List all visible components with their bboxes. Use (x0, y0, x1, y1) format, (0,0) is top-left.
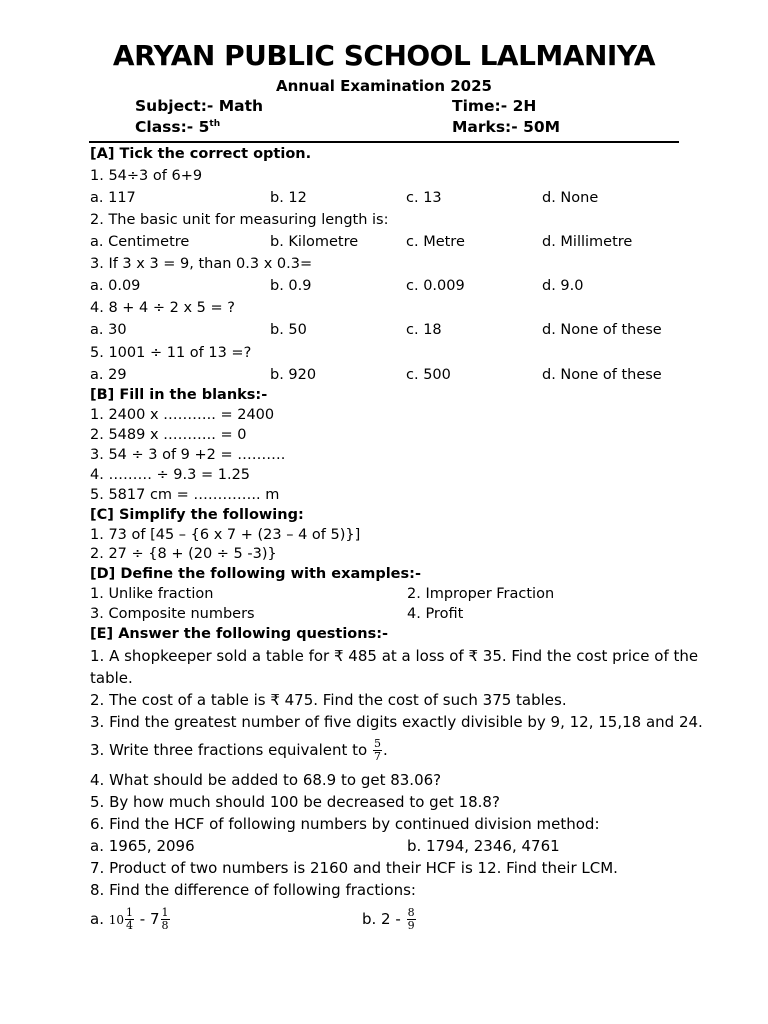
fraction-one-quarter (125, 907, 134, 932)
question-e3-fractions-text: 3. Write three fractions equivalent to (90, 741, 372, 759)
option-a5-b: b. 920 (270, 367, 317, 383)
option-a5-d: d. None of these (542, 367, 662, 383)
header-divider (89, 141, 679, 143)
blank-item-5: 5. 5817 cm = ………….. m (90, 487, 280, 503)
fraction-denominator: 8 (161, 919, 169, 932)
question-e8-a-minus: - 7 (135, 910, 160, 928)
subject-label: Subject:- Math (135, 97, 264, 115)
class-label (135, 117, 220, 137)
option-a1-d: d. None (542, 190, 599, 206)
mixed-whole-10: 10 (108, 913, 125, 927)
option-a1-b: b. 12 (270, 190, 307, 206)
marks-label: Marks:- 50M (452, 118, 561, 136)
class-text: Class:- 5 (135, 118, 210, 136)
question-e3-period: . (382, 741, 388, 759)
question-a5: 5. 1001 ÷ 11 of 13 =? (90, 345, 252, 361)
question-e3-fractions (90, 732, 388, 768)
option-a5-c: c. 500 (406, 367, 451, 383)
option-a4-d: d. None of these (542, 322, 662, 338)
option-a3-c: c. 0.009 (406, 278, 465, 294)
section-e-heading: [E] Answer the following questions:- (90, 626, 389, 642)
section-a-heading: [A] Tick the correct option. (90, 146, 312, 162)
option-a4-b: b. 50 (270, 322, 307, 338)
question-e1-line2: table. (90, 669, 133, 687)
question-a1: 1. 54÷3 of 6+9 (90, 168, 203, 184)
question-a3: 3. If 3 x 3 = 9, than 0.3 x 0.3= (90, 256, 313, 272)
question-e6-a: a. 1965, 2096 (90, 837, 195, 855)
question-e3: 3. Find the greatest number of five digits exactly divisible by 9, 12, 15,18 and 24. (90, 713, 703, 731)
blank-item-3: 3. 54 ÷ 3 of 9 +2 = ………. (90, 447, 286, 463)
question-a4: 4. 8 + 4 ÷ 2 x 5 = ? (90, 300, 235, 316)
option-a3-b: b. 0.9 (270, 278, 312, 294)
option-a1-a: a. 117 (90, 190, 136, 206)
option-a2-b: b. Kilometre (270, 234, 359, 250)
question-e8-b-prefix: b. 2 - (362, 910, 406, 928)
define-item-4: 4. Profit (407, 606, 464, 622)
section-d-heading: [D] Define the following with examples:- (90, 566, 421, 582)
fraction-eight-ninths (407, 907, 416, 932)
section-c-heading: [C] Simplify the following: (90, 507, 304, 523)
fraction-denominator: 9 (407, 919, 415, 932)
option-a2-a: a. Centimetre (90, 234, 190, 250)
option-a3-d: d. 9.0 (542, 278, 584, 294)
simplify-item-2: 2. 27 ÷ {8 + (20 ÷ 5 -3)} (90, 546, 277, 562)
option-a5-a: a. 29 (90, 367, 127, 383)
define-item-1: 1. Unlike fraction (90, 586, 214, 602)
option-a2-c: c. Metre (406, 234, 465, 250)
option-a1-c: c. 13 (406, 190, 442, 206)
fraction-denominator: 4 (126, 919, 134, 932)
question-e6: 6. Find the HCF of following numbers by continued division method: (90, 815, 600, 833)
blank-item-2: 2. 5489 x ……….. = 0 (90, 427, 247, 443)
question-e8-a (90, 900, 171, 939)
fraction-denominator: 7 (373, 750, 381, 763)
option-a3-a: a. 0.09 (90, 278, 141, 294)
exam-title: Annual Examination 2025 (275, 77, 492, 95)
question-e4: 4. What should be added to 68.9 to get 83.06? (90, 771, 442, 789)
fraction-numerator: 1 (161, 906, 169, 919)
question-e2: 2. The cost of a table is ₹ 475. Find the cost of such 375 tables. (90, 691, 567, 709)
question-e1-line1: 1. A shopkeeper sold a table for ₹ 485 at a loss of ₹ 35. Find the cost price of the (90, 647, 699, 665)
time-label: Time:- 2H (452, 97, 537, 115)
fraction-numerator: 5 (373, 737, 381, 750)
class-ordinal: th (209, 118, 221, 129)
question-e8-b (362, 900, 417, 938)
blank-item-4: 4. ……… ÷ 9.3 = 1.25 (90, 467, 251, 483)
blank-item-1: 1. 2400 x ……….. = 2400 (90, 407, 275, 423)
question-e8-a-prefix: a. (90, 910, 109, 928)
fraction-numerator: 1 (126, 906, 134, 919)
fraction-five-sevenths (373, 738, 382, 763)
school-name: ARYAN PUBLIC SCHOOL LALMANIYA (112, 39, 656, 72)
question-e6-b: b. 1794, 2346, 4761 (407, 837, 560, 855)
question-e8: 8. Find the difference of following fractions: (90, 881, 416, 899)
question-e7: 7. Product of two numbers is 2160 and their HCF is 12. Find their LCM. (90, 859, 618, 877)
section-b-heading: [B] Fill in the blanks:- (90, 387, 268, 403)
define-item-2: 2. Improper Fraction (407, 586, 555, 602)
option-a4-a: a. 30 (90, 322, 127, 338)
define-item-3: 3. Composite numbers (90, 606, 255, 622)
option-a2-d: d. Millimetre (542, 234, 633, 250)
question-a2: 2. The basic unit for measuring length is: (90, 212, 389, 228)
fraction-numerator: 8 (407, 906, 415, 919)
question-e5: 5. By how much should 100 be decreased to get 18.8? (90, 793, 500, 811)
fraction-one-eighth (161, 907, 170, 932)
simplify-item-1: 1. 73 of [45 – {6 x 7 + (23 – 4 of 5)}] (90, 527, 361, 543)
option-a4-c: c. 18 (406, 322, 442, 338)
